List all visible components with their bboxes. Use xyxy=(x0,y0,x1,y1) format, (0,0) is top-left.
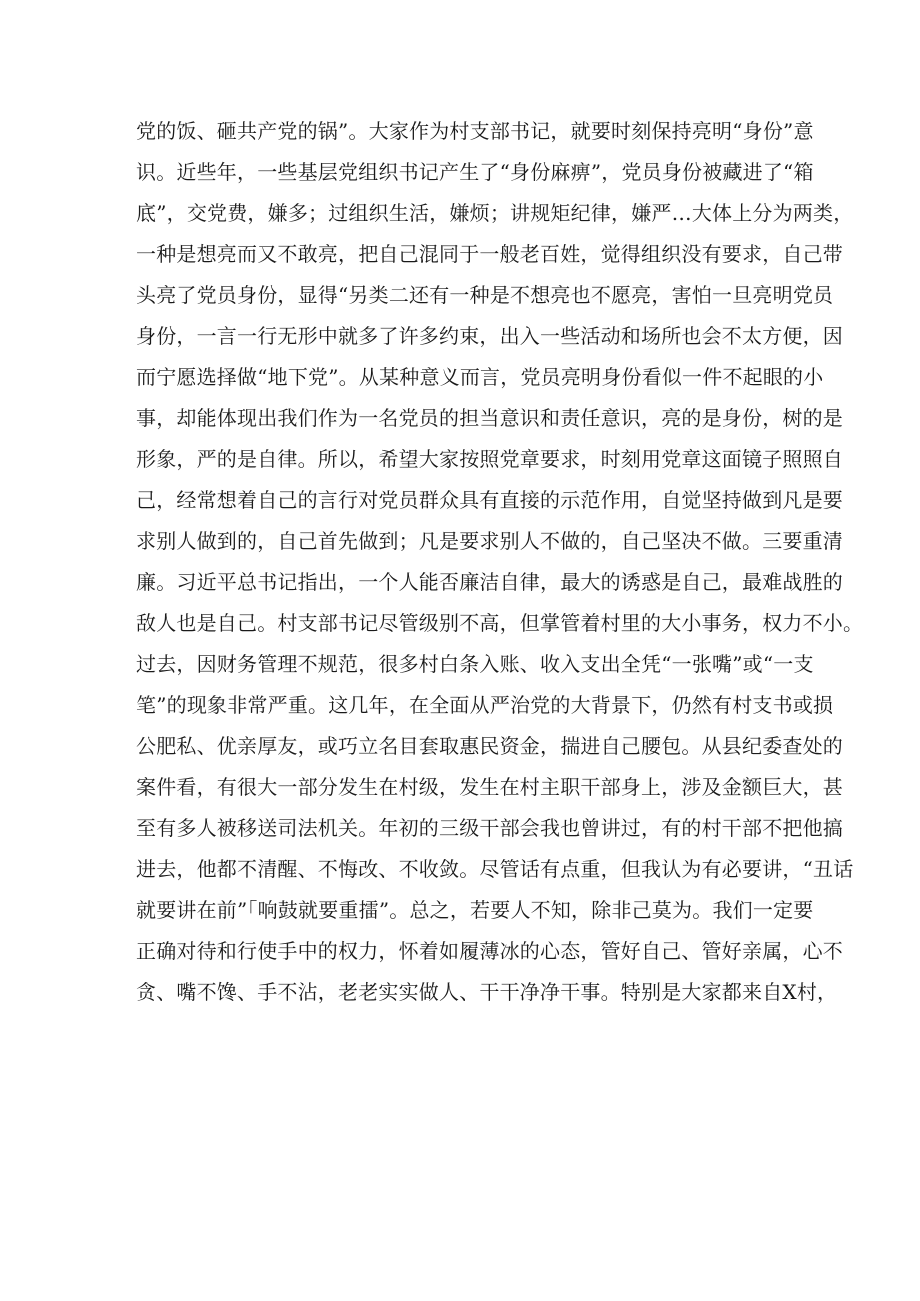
text-line: 至有多人被移送司法机关。年初的三级干部会我也曾讲过，有的村干部不把他搞 xyxy=(136,816,843,840)
text-line: 案件看，有很大一部分发生在村级，发生在村主职干部身上，涉及金额巨大，甚 xyxy=(136,775,843,799)
text-line: 过去，因财务管理不规范，很多村白条入账、收入支出全凭“一张嘴”或“一支 xyxy=(136,652,814,676)
text-line: 一种是想亮而又不敢亮，把自己混同于一般老百姓，觉得组织没有要求，自己带 xyxy=(136,242,843,266)
text-line: 形象，严的是自律。所以，希望大家按照党章要求，时刻用党章这面镜子照照自 xyxy=(136,447,843,471)
text-line: 而宁愿选择做“地下党”。从某种意义而言，党员亮明身份看似一件不起眼的小 xyxy=(136,365,824,389)
text-line: 进去，他都不清醒、不悔改、不收敛。尽管话有点重，但我认为有必要讲，“丑话 xyxy=(136,857,854,881)
text-line: 己，经常想着自己的言行对党员群众具有直接的示范作用，自觉坚持做到凡是要 xyxy=(136,488,843,512)
text-line: 事，却能体现出我们作为一名党员的担当意识和责任意识，亮的是身份，树的是 xyxy=(136,406,843,430)
text-line: 求别人做到的，自己首先做到；凡是要求别人不做的，自己坚决不做。三要重清 xyxy=(136,529,843,553)
text-line: 笔”的现象非常严重。这几年，在全面从严治党的大背景下，仍然有村支书或损 xyxy=(136,693,834,717)
text-line: 贪、嘴不馋、手不沾，老老实实做人、干干净净干事。特别是大家都来自X村， xyxy=(136,980,838,1004)
text-line: 识。近些年，一些基层党组织书记产生了“身份麻痹”，党员身份被藏进了“箱 xyxy=(136,160,814,184)
text-line: 公肥私、优亲厚友，或巧立名目套取惠民资金，揣进自己腰包。从县纪委查处的 xyxy=(136,734,843,758)
document-body xyxy=(136,111,864,1013)
text-line: 廉。习近平总书记指出，一个人能否廉洁自律，最大的诱惑是自己，最难战胜的 xyxy=(136,570,843,594)
text-line: 身份，一言一行无形中就多了许多约束，出入一些活动和场所也会不太方便，因 xyxy=(136,324,843,348)
text-line: 党的饭、砸共产党的锅”。大家作为村支部书记，就要时刻保持亮明“身份”意 xyxy=(136,119,814,143)
text-line: 敌人也是自己。村支部书记尽管级别不高，但掌管着村里的大小事务，权力不小。 xyxy=(136,611,864,635)
text-line: 正确对待和行使手中的权力，怀着如履薄冰的心态，管好自己、管好亲属，心不 xyxy=(136,939,843,963)
text-line: 就要讲在前”「响鼓就要重擂”。总之，若要人不知，除非己莫为。我们一定要 xyxy=(136,898,814,922)
text-line: 底”，交党费，嫌多；过组织生活，嫌烦；讲规矩纪律，嫌严…大体上分为两类， xyxy=(136,201,854,225)
text-line: 头亮了党员身份，显得“另类二还有一种是不想亮也不愿亮，害怕一旦亮明党员 xyxy=(136,283,834,307)
